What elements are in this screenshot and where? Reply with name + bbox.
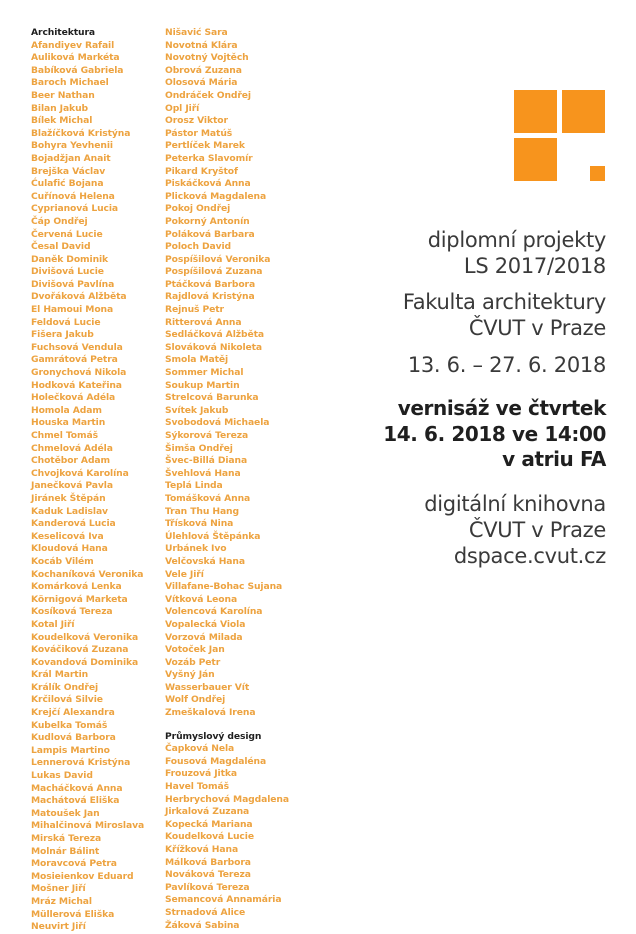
student-name: Mráz Michal: [31, 895, 92, 907]
student-name: Málková Barbora: [165, 856, 251, 868]
student-name: Kopecká Mariana: [165, 818, 253, 830]
student-name: Rajdlová Kristýna: [165, 291, 255, 303]
student-name: Nišavić Sara: [165, 27, 228, 38]
student-name: Mošner Jiří: [31, 883, 86, 895]
student-name: Fousová Magdaléna: [165, 755, 267, 767]
student-name: Bojadžjan Anait: [31, 152, 111, 164]
student-name: Čapková Nela: [165, 743, 235, 755]
student-name: Králík Ondřej: [31, 681, 98, 693]
student-name: Švec-Billá Diana: [165, 455, 248, 467]
student-name: Houska Martin: [31, 417, 106, 429]
student-name: Semancová Annamária: [165, 894, 282, 906]
student-name: Ptáčková Barbora: [165, 278, 256, 290]
student-name: Kocáb Vilém: [31, 555, 94, 567]
student-name: Kosíková Tereza: [31, 606, 113, 618]
student-name: Brejška Václav: [31, 165, 106, 177]
student-name: Hodková Kateřina: [31, 379, 122, 391]
student-name: Lukas David: [31, 770, 93, 782]
student-name: Pospíšilová Zuzana: [165, 266, 263, 278]
student-name: Havel Tomáš: [165, 781, 229, 793]
student-name: Votoček Jan: [165, 644, 225, 656]
student-name: Villafane-Bohac Sujana: [165, 581, 283, 593]
student-name: Chmel Tomáš: [31, 430, 98, 441]
student-name: Soukup Martin: [165, 379, 240, 391]
student-name: Holečková Adéla: [31, 392, 116, 404]
student-name: Homola Adam: [31, 404, 102, 416]
student-name: Vorzová Milada: [165, 631, 243, 643]
library-url: dspace.cvut.cz: [453, 544, 606, 568]
architecture-column-2: [165, 27, 289, 932]
student-name: El Hamoui Mona: [31, 304, 114, 316]
faculty-line-1: Fakulta architektury: [402, 290, 606, 314]
student-name: Plicková Magdalena: [165, 190, 267, 202]
student-name: Komárková Lenka: [31, 581, 122, 593]
architecture-heading: Architektura: [31, 27, 95, 38]
student-name: Kubelka Tomáš: [31, 719, 108, 731]
student-name: Babíková Gabriela: [31, 64, 124, 76]
industrial-design-heading: Průmyslový design: [165, 730, 262, 742]
title-line-1: diplomní projekty: [427, 228, 606, 252]
student-name: Švehlová Hana: [165, 467, 241, 479]
student-name: Fišera Jakub: [31, 329, 94, 341]
student-name: Bohyra Yevhenii: [31, 140, 113, 152]
vernissage-line-1: vernisáž ve čtvrtek: [397, 396, 606, 420]
student-name: Moravcová Petra: [31, 858, 117, 870]
student-name: Sommer Michal: [165, 367, 244, 379]
student-name: Červená Lucie: [31, 228, 103, 240]
student-name: Lampis Martino: [31, 744, 110, 756]
student-name: Sedláčková Alžběta: [165, 329, 264, 341]
student-name: Nováková Tereza: [165, 869, 251, 881]
student-name: Strnadová Alice: [165, 906, 246, 918]
student-name: Poloch David: [165, 241, 232, 253]
student-name: Dvořáková Alžběta: [31, 291, 127, 303]
student-name: Ritterová Anna: [165, 316, 242, 328]
student-name: Kloudová Hana: [31, 543, 108, 555]
student-name: Jiránek Štěpán: [31, 492, 106, 504]
student-name: Žáková Sabina: [165, 919, 240, 931]
student-name: Zmeškalová Irena: [165, 707, 256, 719]
student-name: Pokorný Antonín: [165, 215, 250, 227]
title-line-2: LS 2017/2018: [463, 254, 606, 278]
student-name: Feldová Lucie: [31, 316, 101, 328]
student-name: Kovandová Dominika: [31, 656, 139, 668]
student-name: Mosieienkov Eduard: [31, 870, 134, 882]
vernissage-line-2: 14. 6. 2018 ve 14:00: [383, 421, 606, 446]
student-name: Macháčková Anna: [31, 782, 123, 794]
student-name: Sýkorová Tereza: [165, 430, 249, 441]
student-name: Slováková Nikoleta: [165, 341, 263, 353]
student-name: Janečková Pavla: [31, 480, 113, 492]
student-name: Krejčí Alexandra: [31, 707, 115, 719]
student-name: Chvojková Karolína: [31, 467, 129, 479]
digital-library-info: [424, 491, 606, 569]
student-name: Novotný Vojtěch: [165, 52, 249, 64]
vernissage-info: [383, 396, 606, 473]
student-name: Cuřínová Helena: [31, 190, 115, 202]
student-name: Jirkalová Zuzana: [165, 806, 250, 818]
student-name: Afandiyev Rafail: [31, 39, 115, 51]
student-name: Strelcová Barunka: [165, 392, 259, 404]
exhibition-title: [428, 227, 606, 279]
student-name: Cyprianová Lucia: [31, 203, 119, 215]
logo-square-top-left: [514, 90, 557, 133]
student-name: Peterka Slavomír: [165, 152, 253, 164]
student-name: Kanderová Lucia: [31, 518, 116, 530]
student-name: Wasserbauer Vít: [165, 681, 250, 693]
student-name: Kaduk Ladislav: [31, 505, 108, 517]
student-name: Úlehlová Štěpánka: [165, 530, 261, 542]
student-name: Chmelová Adéla: [31, 442, 113, 454]
student-name: Mihalčinová Miroslava: [31, 820, 145, 832]
student-name: Velčovská Hana: [165, 555, 245, 567]
student-name: Česal David: [31, 241, 91, 253]
student-name: Divišová Pavlína: [31, 278, 115, 290]
student-name: Fuchsová Vendula: [31, 341, 123, 353]
student-name: Kochaníková Veronika: [31, 568, 144, 580]
student-name: Třísková Nina: [165, 518, 234, 530]
student-name: Gronychová Nikola: [31, 367, 127, 379]
student-name: Koudelková Lucie: [165, 831, 254, 843]
student-name: Lennerová Kristýna: [31, 757, 131, 769]
student-name: Olosová Mária: [165, 77, 238, 89]
student-name: Herbrychová Magdalena: [165, 793, 289, 805]
faculty-name: [403, 289, 606, 341]
student-name: Křížková Hana: [165, 844, 239, 855]
student-name: Körnigová Marketa: [31, 593, 128, 605]
student-name: Matoušek Jan: [31, 807, 100, 819]
architecture-column-1: [31, 27, 144, 934]
student-name: Divišová Lucie: [31, 266, 104, 278]
student-name: Vele Jiří: [165, 568, 204, 580]
student-name: Keselicová Iva: [31, 530, 104, 542]
student-name: Poláková Barbara: [165, 228, 255, 240]
exhibition-dates: [408, 352, 606, 378]
student-name: Volencová Karolína: [165, 606, 263, 618]
logo-square-bottom-left: [514, 138, 557, 181]
student-name: Piskáčková Anna: [165, 178, 251, 190]
student-name: Kudlová Barbora: [31, 732, 116, 744]
student-name: Pokoj Ondřej: [165, 203, 231, 215]
student-name: Müllerová Eliška: [31, 908, 115, 920]
student-name: Pertlíček Marek: [165, 140, 245, 152]
student-name: Ćulafić Bojana: [31, 178, 104, 190]
student-name: Šimša Ondřej: [165, 442, 233, 454]
student-name: Ondráček Ondřej: [165, 89, 251, 101]
student-name: Opl Jiří: [165, 102, 200, 114]
cvut-logo-icon: [514, 90, 606, 181]
student-name: Kováčiková Zuzana: [31, 644, 129, 656]
logo-square-top-right: [562, 90, 605, 133]
student-name: Novotná Klára: [165, 39, 238, 51]
library-line-2: ČVUT v Praze: [468, 518, 606, 542]
student-name: Pavlíková Tereza: [165, 881, 250, 893]
logo-square-small: [590, 166, 605, 181]
student-name: Chotěbor Adam: [31, 455, 110, 467]
student-name: Smola Matěj: [165, 354, 229, 366]
section-gap: [165, 720, 289, 731]
student-name: Vopalecká Viola: [165, 618, 246, 630]
student-name: Wolf Ondřej: [165, 694, 226, 706]
student-name: Tomášková Anna: [165, 492, 251, 504]
student-name: Teplá Linda: [165, 480, 223, 492]
student-name: Vozáb Petr: [165, 656, 221, 668]
student-name: Bilan Jakub: [31, 102, 88, 114]
student-name: Neuvirt Jiří: [31, 921, 86, 933]
student-name: Čáp Ondřej: [31, 215, 88, 227]
student-name: Auliková Markéta: [31, 52, 120, 64]
student-name: Vyšný Ján: [165, 669, 215, 681]
student-name: Molnár Bálint: [31, 845, 100, 857]
student-name: Rejnuš Petr: [165, 304, 224, 316]
student-name: Mirská Tereza: [31, 833, 102, 844]
architecture-names-list-continued: [165, 27, 289, 720]
student-name: Pikard Kryštof: [165, 165, 238, 177]
vernissage-line-3: v atriu FA: [502, 447, 606, 471]
student-name: Král Martin: [31, 669, 89, 681]
industrial-design-names-list: [165, 743, 289, 932]
student-name: Koudelková Veronika: [31, 631, 139, 643]
faculty-line-2: ČVUT v Praze: [468, 316, 606, 340]
student-name: Daněk Dominik: [31, 253, 109, 265]
student-name: Beer Nathan: [31, 89, 95, 101]
student-name: Krčilová Silvie: [31, 694, 103, 706]
student-name: Baroch Michael: [31, 77, 109, 89]
dates-text: 13. 6. – 27. 6. 2018: [407, 353, 606, 377]
student-name: Bílek Michal: [31, 115, 93, 127]
student-name: Blažíčková Kristýna: [31, 127, 131, 139]
student-name: Obrová Zuzana: [165, 64, 242, 76]
student-name: Frouzová Jitka: [165, 768, 237, 780]
student-name: Pástor Matúš: [165, 127, 233, 139]
student-name: Orosz Viktor: [165, 115, 228, 127]
architecture-names-list: [31, 40, 144, 934]
library-line-1: digitální knihovna: [424, 492, 606, 516]
student-name: Machátová Eliška: [31, 795, 120, 807]
student-name: Gamrátová Petra: [31, 354, 118, 366]
student-name: Urbánek Ivo: [165, 543, 227, 555]
student-name: Pospíšilová Veronika: [165, 253, 271, 265]
student-name: Tran Thu Hang: [165, 505, 239, 517]
student-name: Svobodová Michaela: [165, 417, 270, 429]
student-name: Svítek Jakub: [165, 404, 229, 416]
student-name: Kotal Jiří: [31, 618, 75, 630]
student-name: Vítková Leona: [165, 593, 238, 605]
